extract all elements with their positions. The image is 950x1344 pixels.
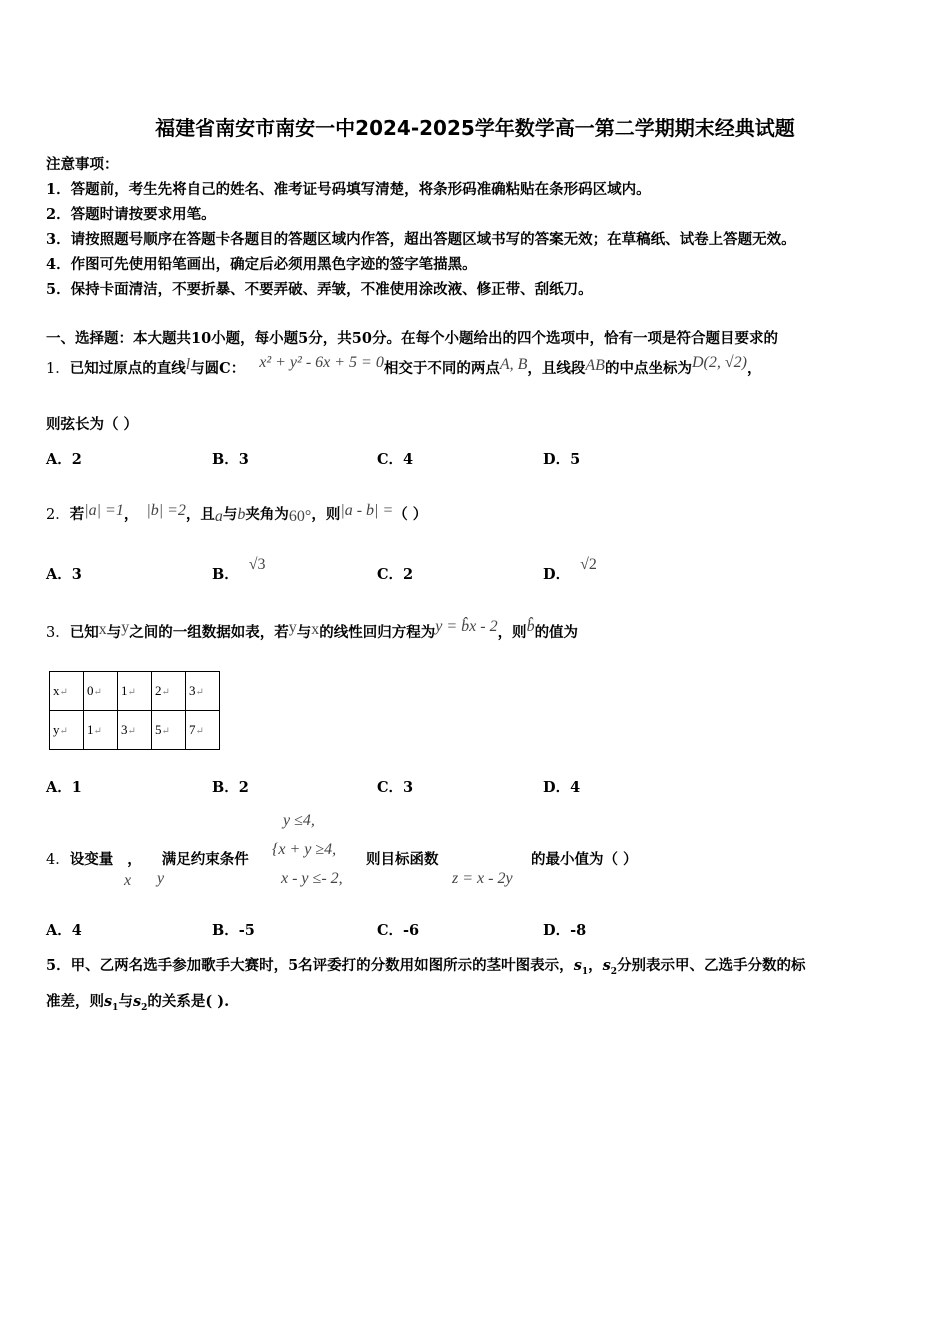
- option-d-label: D．: [543, 566, 571, 583]
- table-cell: 3↵: [186, 672, 220, 711]
- question-5-line2: 准差，则$s_1$与$s_2$的关系是( ).: [46, 993, 230, 1013]
- option-a[interactable]: A．3: [46, 566, 82, 583]
- q2-text: ，则: [311, 506, 341, 523]
- q3-text: ，则: [497, 624, 527, 641]
- option-b-label: B．: [212, 566, 239, 583]
- notice-heading: 注意事项：: [46, 156, 119, 173]
- table-cell: 1↵: [84, 711, 118, 750]
- math-sqrt2: √2: [580, 556, 597, 573]
- table-cell: 7↵: [186, 711, 220, 750]
- option-b[interactable]: B．-5: [212, 922, 255, 939]
- math-circle-equation: x² + y² - 6x + 5 = 0: [259, 354, 384, 371]
- math-y: y: [288, 619, 297, 636]
- q1-text: ，: [746, 360, 762, 377]
- notice-item: 2．答题时请按要求用笔。: [46, 206, 216, 223]
- q4-objective-label: 则目标函数: [366, 851, 439, 868]
- table-cell: 2↵: [152, 672, 186, 711]
- q5-text: 5．甲、乙两名选手参加歌手大赛时，5名评委打的分数用如图所示的茎叶图表示，: [46, 957, 574, 974]
- math-y: y: [157, 870, 165, 887]
- question-2: [46, 503, 427, 524]
- q3-text: 的线性回归方程为: [319, 624, 436, 641]
- math-regression: y = b̂x - 2: [435, 618, 498, 635]
- q3-text: 已知: [69, 624, 99, 641]
- math-objective: z = x - 2y: [452, 870, 513, 887]
- math-x: x: [98, 621, 107, 638]
- math-s1: s: [573, 957, 582, 974]
- table-cell: x↵: [50, 672, 84, 711]
- option-d[interactable]: [543, 556, 597, 584]
- q1-text: 的中点坐标为: [604, 360, 692, 377]
- table-cell: y↵: [50, 711, 84, 750]
- option-c[interactable]: C．3: [377, 779, 414, 796]
- q2-text: ，且: [185, 506, 215, 523]
- section-heading: 一、选择题：本大题共10小题，每小题5分，共50分。在每个小题给出的四个选项中，恰有一项是符合题目要求的: [46, 330, 778, 347]
- notice-item: 1．答题前，考生先将自己的姓名、准考证号码填写清楚，将条形码准确粘贴在条形码区域内。: [46, 181, 651, 198]
- option-b[interactable]: B．2: [212, 779, 249, 796]
- question-1: [46, 354, 762, 378]
- math-b-hat: b̂: [526, 618, 535, 635]
- table-cell: 5↵: [152, 711, 186, 750]
- page-title: 福建省南安市南安一中2024-2025学年数学高一第二学期期末经典试题: [155, 116, 795, 140]
- q4-text: ，: [127, 851, 142, 868]
- question-number: 1．: [46, 361, 70, 377]
- q3-text: 与: [106, 624, 122, 641]
- math-abs-b: |b| =2: [146, 502, 186, 519]
- table-cell: 1↵: [118, 672, 152, 711]
- question-1-line2: 则弦长为（ ）: [46, 416, 139, 433]
- math-abs-diff: |a - b| =: [340, 502, 394, 519]
- math-sqrt3: √3: [248, 556, 266, 573]
- q3-text: 的值为: [534, 624, 579, 641]
- constraint-2: {x + y ≥4,: [272, 841, 337, 858]
- q2-text: 若: [69, 506, 85, 523]
- option-a[interactable]: A．2: [46, 451, 82, 468]
- question-number: 4．: [46, 852, 70, 868]
- table-cell: 3↵: [118, 711, 152, 750]
- math-abs-a: |a| =1: [84, 502, 124, 519]
- notice-item: 4．作图可先使用铅笔画出，确定后必须用黑色字迹的签字笔描黑。: [46, 256, 477, 273]
- q3-text: 之间的一组数据如表，若: [129, 624, 289, 641]
- option-c[interactable]: C．-6: [377, 922, 420, 939]
- q1-text: 已知过原点的直线: [69, 360, 186, 377]
- constraint-1: y ≤4,: [283, 812, 315, 829]
- option-c[interactable]: C．4: [377, 451, 414, 468]
- q1-text: 相交于不同的两点: [383, 360, 500, 377]
- q4-text: 设变量: [69, 851, 114, 868]
- question-number: 3．: [46, 625, 70, 641]
- q5-text: 分别表示甲、乙选手分数的标: [617, 957, 806, 974]
- question-number: 2．: [46, 507, 70, 523]
- table-cell: 0↵: [84, 672, 118, 711]
- math-points: A, B: [499, 356, 528, 373]
- math-b: b: [237, 506, 246, 523]
- q2-text: （ ）: [393, 506, 428, 523]
- math-l: l: [185, 356, 191, 373]
- math-x: x: [311, 621, 320, 638]
- math-segment: AB: [585, 357, 605, 374]
- option-d[interactable]: D．4: [543, 779, 581, 796]
- q4-tail: 的最小值为（ ）: [531, 851, 638, 868]
- question-5: 5．甲、乙两名选手参加歌手大赛时，5名评委打的分数用如图所示的茎叶图表示，$s_1$，$s_2$分别表示甲、乙选手分数的标: [46, 957, 806, 977]
- math-angle: 60°: [288, 508, 312, 525]
- table-row: [50, 672, 220, 711]
- option-d[interactable]: D．5: [543, 451, 581, 468]
- q2-text: 与: [222, 506, 238, 523]
- math-y: y: [121, 619, 130, 636]
- question-3: [46, 618, 579, 642]
- math-midpoint: D(2, √2): [691, 354, 747, 371]
- q3-text: 与: [296, 624, 312, 641]
- q1-text: ，且线段: [527, 360, 586, 377]
- q5-text: 准差，则: [46, 993, 104, 1010]
- q1-text: 与圆C：: [190, 360, 246, 377]
- notice-item: 3．请按照题号顺序在答题卡各题目的答题区域内作答，超出答题区域书写的答案无效；在草稿纸、试卷上答题无效。: [46, 231, 796, 248]
- option-b[interactable]: [212, 556, 266, 584]
- question-4: [46, 848, 249, 869]
- q2-text: ，: [123, 506, 139, 523]
- option-c[interactable]: C．2: [377, 566, 414, 583]
- table-row: [50, 711, 220, 750]
- option-b[interactable]: B．3: [212, 451, 249, 468]
- math-x: x: [124, 872, 132, 889]
- q2-text: 夹角为: [245, 506, 289, 523]
- math-s2: s: [602, 957, 611, 974]
- option-a[interactable]: A．1: [46, 779, 82, 796]
- notice-item: 5．保持卡面清洁，不要折暴、不要弄破、弄皱，不准使用涂改液、修正带、刮纸刀。: [46, 281, 593, 298]
- option-d[interactable]: D．-8: [543, 922, 587, 939]
- data-table: [49, 671, 220, 750]
- constraint-3: x - y ≤- 2,: [281, 870, 343, 887]
- math-a: a: [214, 508, 223, 525]
- q4-text: 满足约束条件: [161, 851, 249, 868]
- option-a[interactable]: A．4: [46, 922, 82, 939]
